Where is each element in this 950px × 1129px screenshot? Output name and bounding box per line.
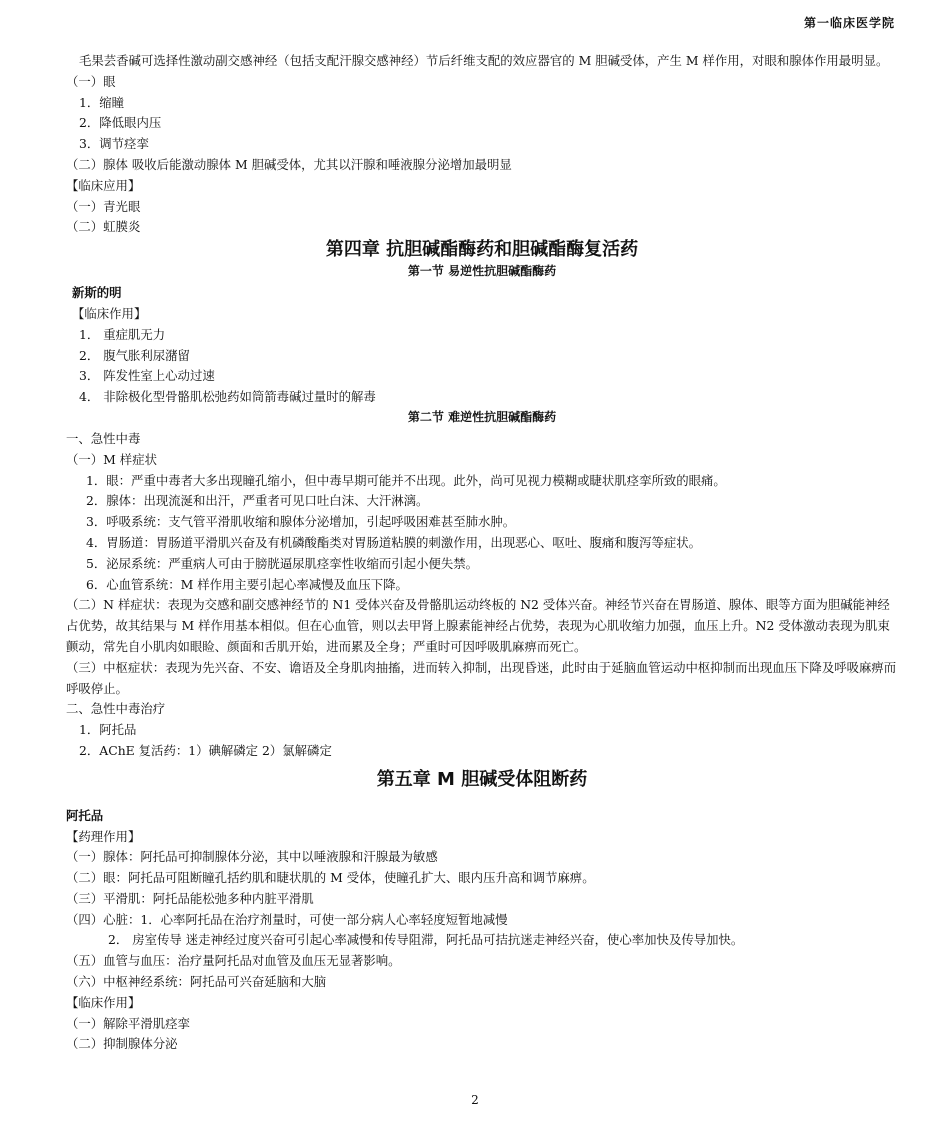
list-item: （一）M 样症状 bbox=[66, 451, 157, 467]
list-item: （一）眼 bbox=[66, 73, 116, 89]
page-body bbox=[66, 51, 898, 1055]
list-item: 2．腺体：出现流涎和出汗，严重者可见口吐白沫、大汗淋漓。 bbox=[86, 493, 429, 509]
list-item: 4．胃肠道：胃肠道平滑肌兴奋及有机磷酸酯类对胃肠道粘膜的刺激作用，出现恶心、呕吐、腹痛和腹泻等症状。 bbox=[86, 534, 702, 550]
list-item: 1．缩瞳 bbox=[79, 94, 125, 110]
list-item: （二）腺体 吸收后能激动腺体 M 胆碱受体，尤其以汗腺和唾液腺分泌增加最明显 bbox=[66, 156, 512, 172]
list-item: （三）平滑肌：阿托品能松弛多种内脏平滑肌 bbox=[66, 890, 314, 906]
list-item: 2． 腹气胀利尿潴留 bbox=[79, 347, 190, 363]
list-item: 3． 阵发性室上心动过速 bbox=[79, 368, 215, 384]
section-label: 【临床应用】 bbox=[66, 177, 141, 193]
list-item: 一、急性中毒 bbox=[66, 430, 141, 446]
drug-heading: 阿托品 bbox=[66, 807, 104, 823]
list-item: （二）虹膜炎 bbox=[66, 219, 141, 235]
paragraph: （二）N 样症状：表现为交感和副交感神经节的 N1 受体兴奋及骨骼肌运动终板的 N2 受体兴奋。神经节兴奋在胃肠道、腺体、眼等方面为胆碱能神经占优势，故其结果与 M 样作用基本相似。但在心血管，则以去甲肾上腺素能神经占优势，表现为心肌收缩力加强，血压上升。N2 受体激动表现为肌束颤动，常先自小肌肉如眼睑、颜面和舌肌开始，进而累及全身；严重时可因呼吸肌麻痹而死亡。 bbox=[66, 597, 890, 654]
list-item: 5．泌尿系统：严重病人可由于膀胱逼尿肌痉挛性收缩而引起小便失禁。 bbox=[86, 555, 478, 571]
list-item: （二）眼：阿托品可阻断瞳孔括约肌和睫状肌的 M 受体，使瞳孔扩大、眼内压升高和调节麻痹。 bbox=[66, 870, 595, 886]
list-item: 4． 非除极化型骨骼肌松弛药如筒箭毒碱过量时的解毒 bbox=[79, 389, 376, 405]
drug-heading: 新斯的明 bbox=[72, 285, 122, 301]
list-item: 1．阿托品 bbox=[79, 722, 137, 738]
page-header: 第一临床医学院 bbox=[803, 16, 895, 30]
list-item: 2． 房室传导 迷走神经过度兴奋可引起心率减慢和传导阻滞，阿托品可拮抗迷走神经兴奋，使心率加快及传导加快。 bbox=[108, 932, 744, 948]
page-number: 2 bbox=[471, 1093, 479, 1107]
list-item: 1． 重症肌无力 bbox=[79, 326, 166, 342]
list-item: （一）青光眼 bbox=[66, 198, 141, 214]
list-item: （四）心脏：1．心率阿托品在治疗剂量时，可使一部分病人心率轻度短暂地减慢 bbox=[66, 911, 508, 927]
paragraph: （三）中枢症状：表现为先兴奋、不安、谵语及全身肌肉抽搐，进而转入抑制，出现昏迷，此时由于延脑血管运动中枢抑制而出现血压下降及呼吸麻痹而呼吸停止。 bbox=[66, 659, 897, 696]
list-item: （一）解除平滑肌痉挛 bbox=[66, 1015, 190, 1031]
list-item: （一）腺体：阿托品可抑制腺体分泌，其中以唾液腺和汗腺最为敏感 bbox=[66, 849, 438, 865]
list-item: 3．呼吸系统：支气管平滑肌收缩和腺体分泌增加，引起呼吸困难甚至肺水肿。 bbox=[86, 514, 516, 530]
section-label: 【临床作用】 bbox=[66, 994, 141, 1010]
list-item: 二、急性中毒治疗 bbox=[66, 701, 166, 717]
list-item: 2．降低眼内压 bbox=[79, 115, 162, 131]
list-item: （二）抑制腺体分泌 bbox=[66, 1036, 178, 1052]
list-item: 3．调节痉挛 bbox=[79, 136, 149, 152]
paragraph: 毛果芸香碱可选择性激动副交感神经（包括支配汗腺交感神经）节后纤维支配的效应器官的 M 胆碱受体，产生 M 样作用，对眼和腺体作用最明显。 bbox=[79, 53, 889, 68]
section-label: 【临床作用】 bbox=[72, 305, 147, 321]
section-label: 【药理作用】 bbox=[66, 828, 141, 844]
list-item: 2．AChE 复活药：1）碘解磷定 2）氯解磷定 bbox=[79, 742, 332, 758]
list-item: （五）血管与血压：治疗量阿托品对血管及血压无显著影响。 bbox=[66, 953, 401, 969]
section-title: 第二节 难逆性抗胆碱酯酶药 bbox=[407, 409, 557, 424]
list-item: 1．眼：严重中毒者大多出现瞳孔缩小，但中毒早期可能并不出现。此外，尚可见视力模糊或睫状肌痉挛所致的眼痛。 bbox=[86, 472, 726, 488]
chapter-title: 第四章 抗胆碱酯酶药和胆碱酯酶复活药 bbox=[325, 239, 639, 261]
section-title: 第一节 易逆性抗胆碱酯酶药 bbox=[407, 264, 557, 279]
list-item: 6．心血管系统：M 样作用主要引起心率减慢及血压下降。 bbox=[86, 576, 408, 592]
list-item: （六）中枢神经系统：阿托品可兴奋延脑和大脑 bbox=[66, 974, 327, 990]
chapter-title: 第五章 M 胆碱受体阻断药 bbox=[376, 768, 588, 790]
